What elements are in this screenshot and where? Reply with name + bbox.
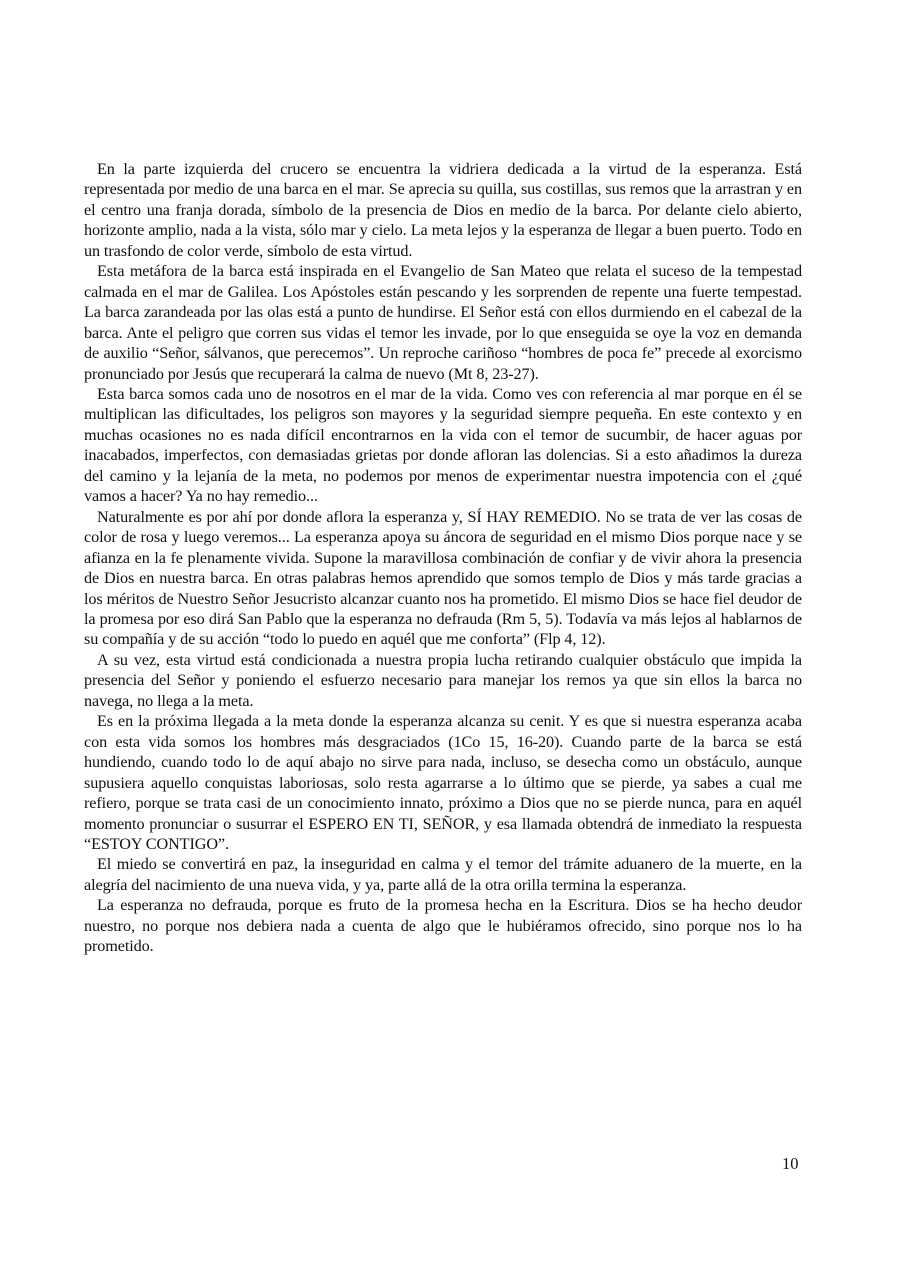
paragraph-2: Esta metáfora de la barca está inspirada en el Evangelio de San Mateo que relata el suceso de la tempestad calmada en el mar de Galilea. Los Apóstoles están pescando y les sorprenden de repente una fuerte tempestad. La barca zarandeada por las olas está a punto de hundirse. El Señor está con ellos durmiendo en el cabezal de la barca. Ante el peligro que corren sus vidas el temor les invade, por lo que enseguida se oye la voz en demanda de auxilio “Señor, sálvanos, que perecemos”. Un reproche cariñoso “hombres de poca fe” precede al exorcismo pronunciado por Jesús que recuperará la calma de nuevo (Mt 8, 23-27). <box>84 262 802 383</box>
page-number: 10 <box>782 1154 799 1173</box>
paragraph-3: Esta barca somos cada uno de nosotros en el mar de la vida. Como ves con referencia al mar porque en él se multiplican las dificultades, los peligros son mayores y la seguridad siempre pequeña. En este contexto y en muchas ocasiones no es nada difícil encontrarnos en la vida con el temor de sucumbir, de hacer aguas por inacabados, imperfectos, con demasiadas grietas por donde afloran las dolencias. Si a esto añadimos la dureza del camino y la lejanía de la meta, no podemos por menos de experimentar nuestra impotencia con el ¿qué vamos a hacer? Ya no hay remedio... <box>84 384 802 506</box>
paragraph-5: A su vez, esta virtud está condicionada a nuestra propia lucha retirando cualquier obstáculo que impida la presencia del Señor y poniendo el esfuerzo necesario para manejar los remos ya que sin ellos la barca no navega, no llega a la meta. <box>84 650 802 710</box>
paragraph-1: En la parte izquierda del crucero se encuentra la vidriera dedicada a la virtud de la esperanza. Está representada por medio de una barca en el mar. Se aprecia su quilla, sus costillas, sus remos que la arrastran y en el centro una franja dorada, símbolo de la presencia de Dios en medio de la barca. Por delante cielo abierto, horizonte amplio, nada a la vista, sólo mar y cielo. La meta lejos y la esperanza de llegar a buen puerto. Todo en un trasfondo de color verde, símbolo de esta virtud. <box>84 160 802 260</box>
paragraph-4: Naturalmente es por ahí por donde aflora la esperanza y, SÍ HAY REMEDIO. No se trata de ver las cosas de color de rosa y luego veremos... La esperanza apoya su áncora de seguridad en el mismo Dios porque nace y se afianza en la fe plenamente vivida. Supone la maravillosa combinación de confiar y de vivir ahora la presencia de Dios en nuestra barca. En otras palabras hemos aprendido que somos templo de Dios y más tarde gracias a los méritos de Nuestro Señor Jesucristo alcanzar cuanto nos ha prometido. El mismo Dios se hace fiel deudor de la promesa por eso dirá San Pablo que la esperanza no defrauda (Rm 5, 5). Todavía va más lejos al hablarnos de su compañía y de su acción “todo lo puedo en aquél que me conforta” (Flp 4, 12). <box>84 507 802 649</box>
paragraph-7: El miedo se convertirá en paz, la inseguridad en calma y el temor del trámite aduanero de la muerte, en la alegría del nacimiento de una nueva vida, y ya, parte allá de la otra orilla termina la esperanza. <box>84 855 802 894</box>
body-text <box>84 159 802 957</box>
paragraph-6: Es en la próxima llegada a la meta donde la esperanza alcanza su cenit. Y es que si nuestra esperanza acaba con esta vida somos los hombres más desgraciados (1Co 15, 16-20). Cuando parte de la barca se está hundiendo, cuando todo lo de aquí abajo no sirve para nada, incluso, se desecha como un obstáculo, aunque supusiera aquello conquistas laboriosas, solo resta agarrarse a lo último que se pierde, ya sabes a cual me refiero, porque se trata casi de un conocimiento innato, próximo a Dios que no se pierde nunca, para en aquél momento pronunciar o susurrar el ESPERO EN TI, SEÑOR, y esa llamada obtendrá de inmediato la respuesta “ESTOY CONTIGO”. <box>84 712 802 853</box>
paragraph-8: La esperanza no defrauda, porque es fruto de la promesa hecha en la Escritura. Dios se ha hecho deudor nuestro, no porque nos debiera nada a cuenta de algo que le hubiéramos ofrecido, sino porque nos lo ha prometido. <box>84 896 802 956</box>
